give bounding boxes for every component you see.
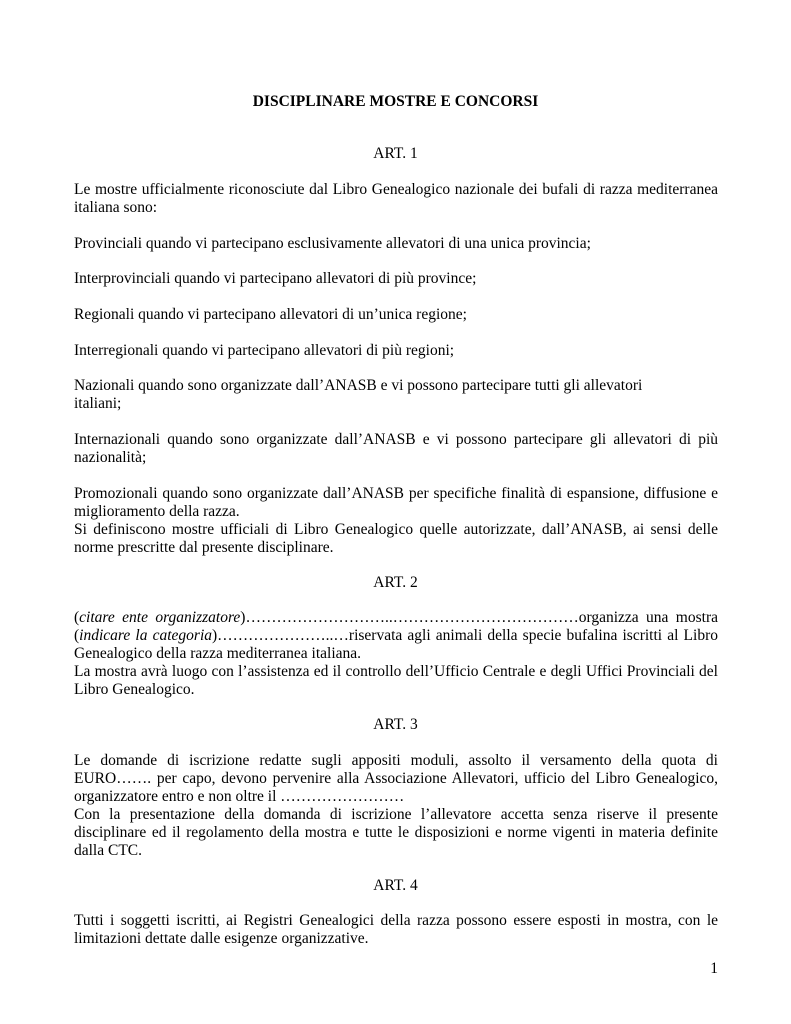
art-2-line-1: (citare ente organizzatore)………………………..………………………………organizza una mostra: [74, 609, 718, 626]
art-4-body: [74, 912, 718, 948]
art-3-line-5: disciplinare ed il regolamento della mostra e tutte le disposizioni e norme vigenti in materia definite: [74, 824, 718, 841]
page-number: 1: [710, 960, 718, 977]
paragraph-definizione-line-1: Si definiscono mostre ufficiali di Libro Genealogico quelle autorizzate, dall’ANASB, ai sensi delle: [74, 521, 718, 538]
paragraph-internazionali-line-2: nazionalità;: [74, 449, 147, 466]
paragraph-nazionali-line-2: italiani;: [74, 395, 122, 412]
art-2-line-2-rest: )…………………..…riservata agli animali della specie bufalina iscritti al Libro: [212, 627, 718, 644]
paragraph-interregionali: Interregionali quando vi partecipano allevatori di più regioni;: [74, 342, 455, 359]
art-3-line-3: organizzatore entro e non oltre il ……………………: [74, 788, 405, 805]
art-3-line-4: Con la presentazione della domanda di iscrizione l’allevatore accetta senza riserve il presente: [74, 806, 718, 823]
paragraph-internazionali-line-1: Internazionali quando sono organizzate dall’ANASB e vi possono partecipare gli allevatori di più: [74, 431, 718, 448]
art-4-heading: ART. 4: [373, 877, 418, 894]
art-3-line-1: Le domande di iscrizione redatte sugli appositi moduli, assolto il versamento della quota di: [74, 752, 718, 769]
art-2-line-5: Libro Genealogico.: [74, 681, 195, 698]
art-3-line-6: dalla CTC.: [74, 842, 143, 859]
art-1-intro: [74, 181, 718, 217]
paragraph-provinciali: Provinciali quando vi partecipano esclusivamente allevatori di una unica provincia;: [74, 235, 591, 252]
art-2-body: [74, 609, 718, 699]
paragraph-promozionali: [74, 485, 718, 557]
art-2-line-2: (indicare la categoria)…………………..…riservata agli animali della specie bufalina iscritti al Libro: [74, 627, 718, 644]
paragraph-regionali: Regionali quando vi partecipano allevatori di un’unica regione;: [74, 306, 467, 323]
paragraph-interprovinciali: Interprovinciali quando vi partecipano allevatori di più province;: [74, 270, 477, 287]
art-3-line-2: EURO……. per capo, devono pervenire alla Associazione Allevatori, ufficio del Libro Genealogico,: [74, 770, 718, 787]
art-2-line-4: La mostra avrà luogo con l’assistenza ed il controllo dell’Ufficio Centrale e degli Uffici Provinciali del: [74, 663, 718, 680]
paragraph-nazionali-line-1: Nazionali quando sono organizzate dall’ANASB e vi possono partecipare tutti gli allevatori: [74, 377, 643, 394]
paragraph-promozionali-line-2: miglioramento della razza.: [74, 503, 240, 520]
art-1-intro-line-1: Le mostre ufficialmente riconosciute dal Libro Genealogico nazionale dei bufali di razza mediterranea: [74, 181, 718, 198]
art-3-heading: ART. 3: [373, 716, 418, 733]
art-2-heading: ART. 2: [373, 574, 418, 591]
paragraph-nazionali: [74, 377, 718, 413]
art-2-line-3: Genealogico della razza mediterranea italiana.: [74, 645, 362, 662]
art-3-body: [74, 752, 718, 860]
art-4-line-1: Tutti i soggetti iscritti, ai Registri Genealogici della razza possono essere esposti in mostra, con le: [74, 912, 718, 929]
art-2-line-1-rest: )………………………..………………………………organizza una mostra: [240, 609, 718, 626]
art-1-heading: ART. 1: [373, 145, 418, 162]
paragraph-definizione-line-2: norme prescritte dal presente disciplinare.: [74, 539, 334, 556]
art-2-categoria-placeholder: indicare la categoria: [79, 627, 212, 644]
paragraph-internazionali: [74, 431, 718, 467]
art-4-line-2: limitazioni dettate dalle esigenze organizzative.: [74, 930, 369, 947]
document-title: DISCIPLINARE MOSTRE E CONCORSI: [252, 93, 539, 110]
art-1-intro-line-2: italiana sono:: [74, 199, 158, 216]
paragraph-promozionali-line-1: Promozionali quando sono organizzate dall’ANASB per specifiche finalità di espansione, diffusione e: [74, 485, 718, 502]
art-2-ente-placeholder: citare ente organizzatore: [79, 609, 241, 626]
